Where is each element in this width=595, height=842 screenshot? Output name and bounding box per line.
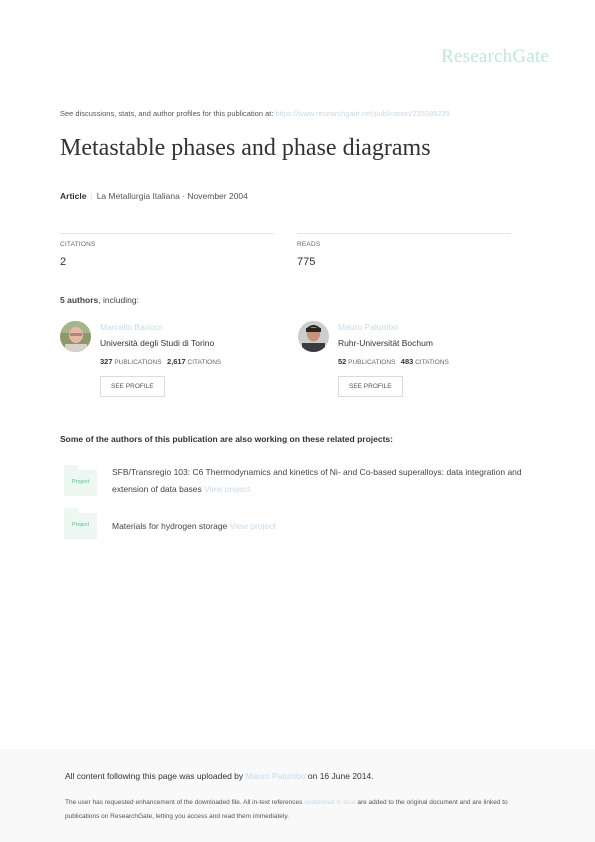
see-profile-button[interactable]: SEE PROFILE xyxy=(100,376,165,397)
author-stats xyxy=(100,357,221,366)
project-badge-label: Project xyxy=(71,522,90,528)
related-projects-heading: Some of the authors of this publication are also working on these related projects: xyxy=(60,434,393,444)
enhancement-note xyxy=(65,796,535,824)
project-item xyxy=(112,464,522,498)
author-stats xyxy=(338,357,449,366)
view-project-link[interactable]: View project xyxy=(229,521,276,531)
author-avatar[interactable] xyxy=(298,321,329,352)
note-text-1: The user has requested enhancement of the downloaded file. All in-text references xyxy=(65,799,305,806)
reads-count: 775 xyxy=(297,256,316,268)
author-publications-label: PUBLICATIONS xyxy=(348,359,396,366)
author-name-link[interactable]: Mauro Palumbo xyxy=(338,322,399,332)
publication-url-link[interactable]: https://www.researchgate.net/publication/235089239 xyxy=(275,109,450,118)
view-project-link[interactable]: View project xyxy=(204,484,251,494)
author-institution: Università degli Studi di Torino xyxy=(100,338,215,348)
publication-title: Metastable phases and phase diagrams xyxy=(60,135,431,161)
author-publications-count: 52 xyxy=(338,357,347,366)
avatar-photo-icon xyxy=(298,321,329,352)
authors-suffix: , including: xyxy=(98,295,139,305)
project-badge-icon xyxy=(64,513,97,539)
project-badge-icon xyxy=(64,470,97,496)
author-citations-label: CITATIONS xyxy=(187,359,222,366)
reads-label: READS xyxy=(297,241,321,248)
citations-label: CITATIONS xyxy=(60,241,96,248)
avatar-photo-icon xyxy=(60,321,91,352)
project-title: SFB/Transregio 103: C6 Thermodynamics and kinetics of Ni- and Co-based superalloys: data integration and extension of data bases xyxy=(112,467,522,494)
upload-prefix: All content following this page was uploaded by xyxy=(65,771,246,781)
discussion-text: See discussions, stats, and author profiles for this publication at: xyxy=(60,109,276,118)
author-citations-label: CITATIONS xyxy=(415,359,449,366)
uploader-link[interactable]: Mauro Palumbo xyxy=(245,771,306,781)
note-text-2: are added to the original document and are linked to publications on ResearchGate, letting you access and read them immediately. xyxy=(65,799,508,820)
upload-notice xyxy=(65,771,374,781)
discussion-line xyxy=(60,109,450,118)
note-link: underlined in blue xyxy=(304,799,356,806)
author-card xyxy=(60,321,270,401)
citations-stat xyxy=(60,233,274,268)
publication-venue-date: La Metallurgia Italiana · November 2004 xyxy=(96,191,248,201)
authors-heading xyxy=(60,295,139,305)
author-name-link[interactable]: Marcello Baricco xyxy=(100,322,163,332)
project-title: Materials for hydrogen storage xyxy=(112,521,228,531)
author-publications-count: 327 xyxy=(100,357,113,366)
project-badge-label: Project xyxy=(71,479,90,485)
author-citations-count: 2,617 xyxy=(166,357,186,366)
publication-type: Article xyxy=(60,191,87,201)
meta-separator-icon: | xyxy=(90,191,93,201)
authors-count: 5 authors xyxy=(60,295,99,305)
author-citations-count: 483 xyxy=(400,357,414,366)
publication-meta xyxy=(60,191,248,201)
upload-suffix: on 16 June 2014. xyxy=(305,771,374,781)
see-profile-button[interactable]: SEE PROFILE xyxy=(338,376,403,397)
reads-stat xyxy=(297,233,511,268)
author-institution: Ruhr-Universität Bochum xyxy=(338,338,433,348)
researchgate-logo[interactable]: ResearchGate xyxy=(441,46,549,67)
author-card xyxy=(298,321,508,401)
citations-count: 2 xyxy=(60,256,67,268)
author-avatar[interactable] xyxy=(60,321,91,352)
project-item xyxy=(112,518,522,535)
author-publications-label: PUBLICATIONS xyxy=(114,359,162,366)
